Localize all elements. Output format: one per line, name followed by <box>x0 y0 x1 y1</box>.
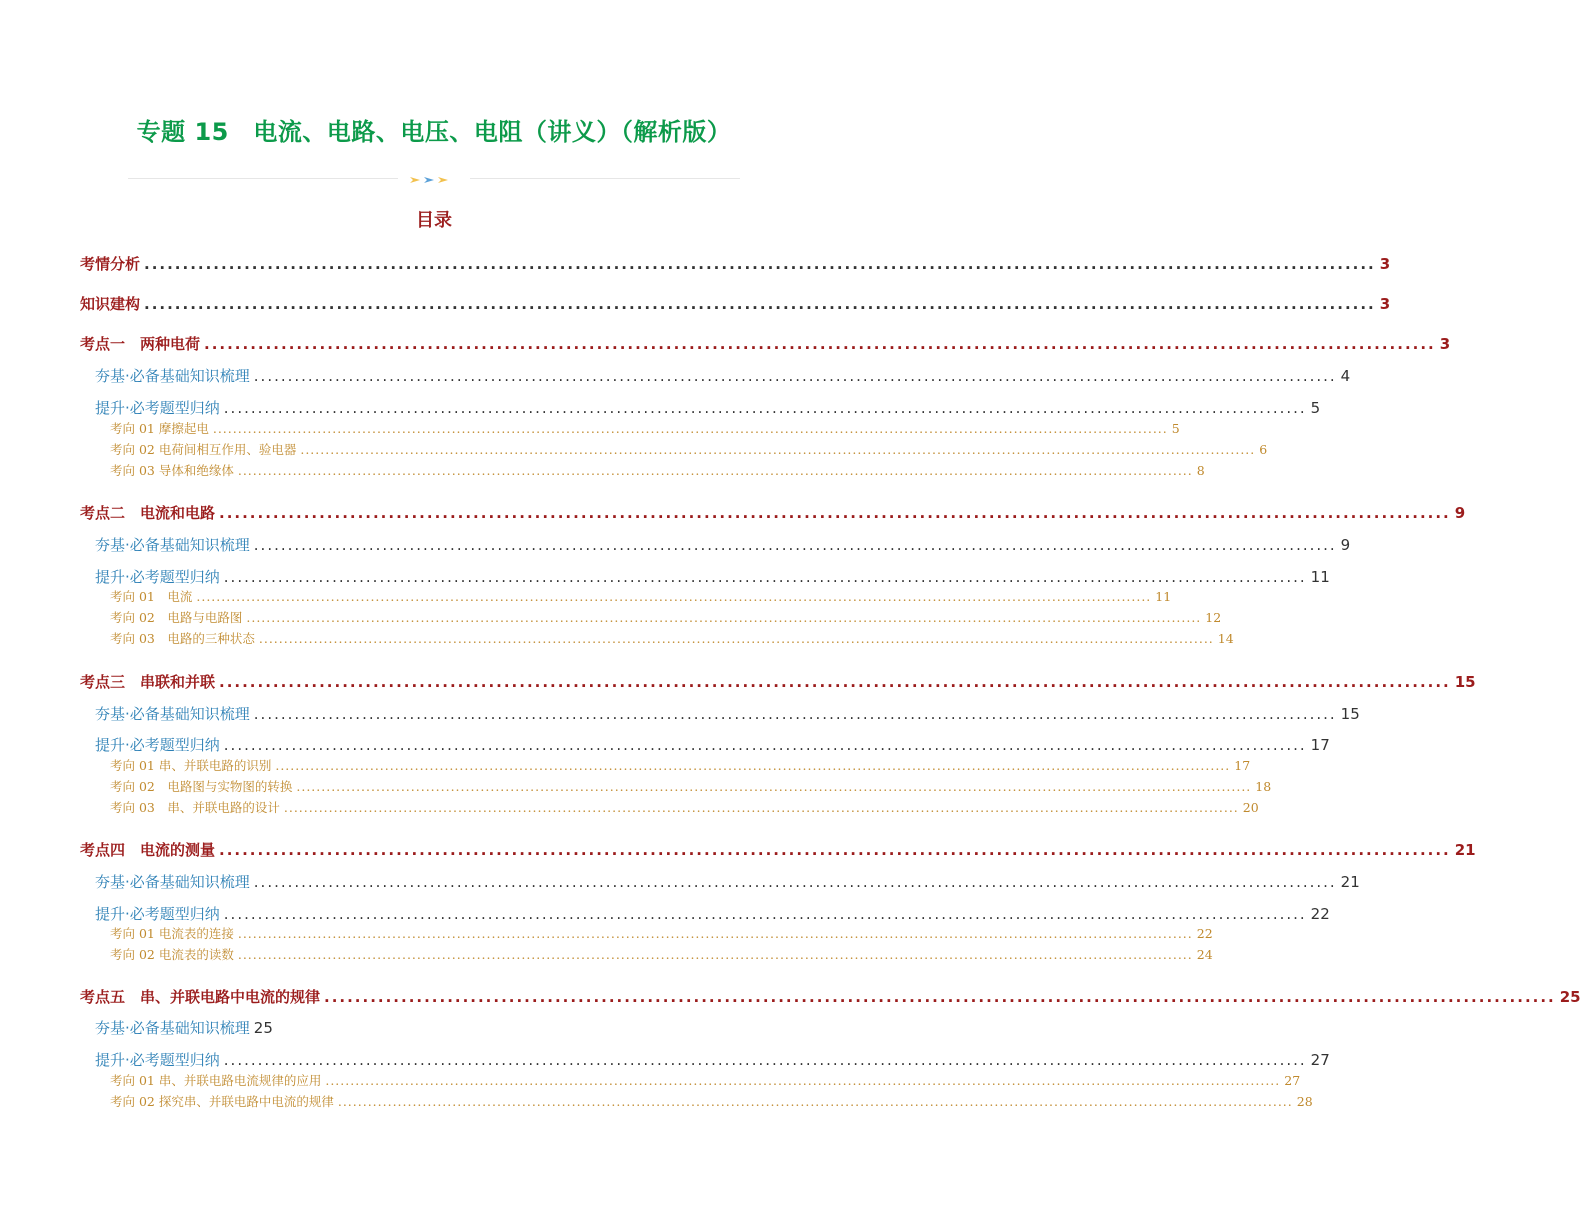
toc-entry-page: 20 <box>1242 800 1259 815</box>
toc-entry-page: 15 <box>1340 705 1360 723</box>
dot-leader: ................................................................................................................................................................ <box>324 988 1556 1006</box>
toc-entry-page: 17 <box>1310 736 1330 754</box>
toc-entry-subsection[interactable] <box>95 534 1351 555</box>
dot-leader: ................................................................................................................................................................................................ <box>325 1073 1281 1088</box>
toc-entry-label: 知识建构 <box>80 295 141 313</box>
toc-entry-section[interactable] <box>80 333 1451 354</box>
toc-entry-label: 考点五 串、并联电路中电流的规律 <box>80 988 321 1006</box>
toc-entry-page: 4 <box>1340 367 1351 385</box>
toc-entry-item[interactable] <box>110 419 1180 437</box>
toc-entry-label: 考向 03 电路的三种状态 <box>110 631 255 646</box>
toc-entry-page: 25 <box>253 1019 273 1037</box>
dot-leader: ................................................................................................................................................................ <box>204 335 1436 353</box>
toc-entry-page: 25 <box>1559 988 1581 1006</box>
dot-leader: ................................................................................................................................................................ <box>223 399 1307 417</box>
toc-entry-subsection[interactable] <box>95 1049 1330 1070</box>
toc-entry-item[interactable] <box>110 945 1213 963</box>
toc-entry-label: 提升·必考题型归纳 <box>95 568 220 586</box>
toc-entry-item[interactable] <box>110 440 1268 458</box>
toc-entry-label: 考向 02 电路图与实物图的转换 <box>110 779 293 794</box>
toc-entry-page: 14 <box>1217 631 1234 646</box>
dot-leader: ................................................................................................................................................................................................ <box>212 421 1168 436</box>
toc-entry-label: 考点三 串联和并联 <box>80 673 216 691</box>
dot-leader: ................................................................................................................................................................ <box>223 736 1307 754</box>
toc-entry-label: 考向 03 导体和绝缘体 <box>110 463 234 478</box>
dot-leader: ................................................................................................................................................................ <box>223 1051 1307 1069</box>
toc-entry-item[interactable] <box>110 629 1234 647</box>
toc-entry-page: 21 <box>1340 873 1360 891</box>
dot-leader: ................................................................................................................................................................................................ <box>300 442 1256 457</box>
toc-entry-section[interactable] <box>80 986 1581 1007</box>
toc-entry-section[interactable] <box>80 293 1391 314</box>
dot-leader: ................................................................................................................................................................................................ <box>283 800 1239 815</box>
toc-entry-item[interactable] <box>110 461 1205 479</box>
toc-entry-label: 提升·必考题型归纳 <box>95 1051 220 1069</box>
toc-entry-section[interactable] <box>80 502 1466 523</box>
toc-entry-subsection[interactable] <box>95 1017 790 1038</box>
toc-entry-page: 9 <box>1340 536 1351 554</box>
toc-entry-label: 考向 02 电路与电路图 <box>110 610 243 625</box>
toc-entry-item[interactable] <box>110 756 1251 774</box>
toc-entry-label: 夯基·必备基础知识梳理 <box>95 705 250 723</box>
toc-entry-page: 24 <box>1196 947 1213 962</box>
toc-entry-item[interactable] <box>110 777 1272 795</box>
dot-leader: ................................................................................................................................................................................................ <box>237 947 1193 962</box>
toc-entry-label: 夯基·必备基础知识梳理 <box>95 536 250 554</box>
dot-leader: ................................................................................................................................................................................................ <box>296 779 1252 794</box>
toc-entry-page: 11 <box>1155 589 1172 604</box>
toc-entry-page: 9 <box>1454 504 1466 522</box>
dot-leader: ................................................................................................................................................................ <box>253 705 1337 723</box>
toc-entry-label: 考向 02 电荷间相互作用、验电器 <box>110 442 297 457</box>
dot-leader: ................................................................................................................................................................ <box>219 841 1451 859</box>
toc-entry-label: 考向 02 探究串、并联电路中电流的规律 <box>110 1094 334 1109</box>
dot-leader: ................................................................................................................................................................ <box>253 367 1337 385</box>
dot-leader: ................................................................................................................................................................ <box>219 504 1451 522</box>
toc-entry-page: 18 <box>1255 779 1272 794</box>
toc-entry-page: 8 <box>1196 463 1205 478</box>
toc-entry-subsection[interactable] <box>95 703 1360 724</box>
dot-leader: ................................................................................................................................................................................................ <box>337 1094 1293 1109</box>
toc-entry-item[interactable] <box>110 587 1172 605</box>
toc-entry-subsection[interactable] <box>95 566 1330 587</box>
toc-entry-page: 17 <box>1234 758 1251 773</box>
toc-entry-label: 夯基·必备基础知识梳理 <box>95 367 250 385</box>
toc-entry-label: 提升·必考题型归纳 <box>95 736 220 754</box>
toc-entry-page: 15 <box>1454 673 1476 691</box>
toc-entry-label: 提升·必考题型归纳 <box>95 905 220 923</box>
toc-entry-section[interactable] <box>80 253 1391 274</box>
toc-entry-page: 27 <box>1284 1073 1301 1088</box>
toc-entry-label: 考点二 电流和电路 <box>80 504 216 522</box>
toc-entry-section[interactable] <box>80 839 1476 860</box>
toc-entry-subsection[interactable] <box>95 871 1360 892</box>
toc-entry-label: 考点四 电流的测量 <box>80 841 216 859</box>
toc-entry-page: 6 <box>1259 442 1268 457</box>
toc-heading: 目录 <box>416 210 452 231</box>
toc-entry-page: 3 <box>1439 335 1451 353</box>
toc-entry-label: 考向 01 摩擦起电 <box>110 421 209 436</box>
toc-entry-item[interactable] <box>110 924 1213 942</box>
toc-entry-page: 28 <box>1296 1094 1313 1109</box>
dot-leader: ................................................................................................................................................................ <box>219 673 1451 691</box>
dot-leader: ................................................................................................................................................................................................ <box>237 463 1193 478</box>
toc-entry-label: 考向 01 串、并联电路的识别 <box>110 758 272 773</box>
toc-entry-page: 27 <box>1310 1051 1330 1069</box>
toc-entry-item[interactable] <box>110 1092 1313 1110</box>
toc-entry-page: 11 <box>1310 568 1330 586</box>
dot-leader: ................................................................................................................................................................ <box>223 905 1307 923</box>
dot-leader: ................................................................................................................................................................ <box>253 536 1337 554</box>
dot-leader: ................................................................................................................................................................................................ <box>237 926 1193 941</box>
toc-entry-page: 22 <box>1196 926 1213 941</box>
toc-entry-label: 夯基·必备基础知识梳理 <box>95 1019 250 1037</box>
dot-leader: ................................................................................................................................................................................................ <box>275 758 1231 773</box>
document-title: 专题 15 电流、电路、电压、电阻（讲义）（解析版） <box>136 118 732 146</box>
dot-leader: ................................................................................................................................................................ <box>253 873 1337 891</box>
toc-entry-item[interactable] <box>110 608 1222 626</box>
toc-entry-subsection[interactable] <box>95 397 1321 418</box>
toc-entry-item[interactable] <box>110 798 1259 816</box>
toc-entry-label: 提升·必考题型归纳 <box>95 399 220 417</box>
dot-leader: ................................................................................................................................................................................................ <box>246 610 1202 625</box>
toc-entry-label: 考情分析 <box>80 255 141 273</box>
dot-leader: ................................................................................................................................................................ <box>223 568 1307 586</box>
toc-entry-page: 5 <box>1310 399 1321 417</box>
toc-entry-page: 21 <box>1454 841 1476 859</box>
toc-entry-item[interactable] <box>110 1071 1301 1089</box>
toc-entry-label: 考向 01 电流表的连接 <box>110 926 234 941</box>
toc-entry-label: 考向 01 串、并联电路电流规律的应用 <box>110 1073 322 1088</box>
toc-entry-label: 考点一 两种电荷 <box>80 335 201 353</box>
toc-entry-subsection[interactable] <box>95 734 1330 755</box>
dot-leader: ................................................................................................................................................................ <box>144 255 1376 273</box>
toc-entry-subsection[interactable] <box>95 903 1330 924</box>
dot-leader: ................................................................................................................................................................................................ <box>258 631 1214 646</box>
toc-entry-page: 22 <box>1310 905 1330 923</box>
dot-leader: ................................................................................................................................................................................................ <box>196 589 1152 604</box>
toc-entry-label: 考向 03 串、并联电路的设计 <box>110 800 280 815</box>
dot-leader: ................................................................................................................................................................ <box>144 295 1376 313</box>
toc-entry-subsection[interactable] <box>95 365 1351 386</box>
toc-entry-label: 考向 01 电流 <box>110 589 193 604</box>
toc-entry-page: 5 <box>1171 421 1180 436</box>
toc-entry-label: 夯基·必备基础知识梳理 <box>95 873 250 891</box>
toc-entry-page: 12 <box>1205 610 1222 625</box>
toc-entry-page: 3 <box>1379 295 1391 313</box>
toc-entry-label: 考向 02 电流表的读数 <box>110 947 234 962</box>
toc-entry-page: 3 <box>1379 255 1391 273</box>
toc-entry-section[interactable] <box>80 671 1476 692</box>
